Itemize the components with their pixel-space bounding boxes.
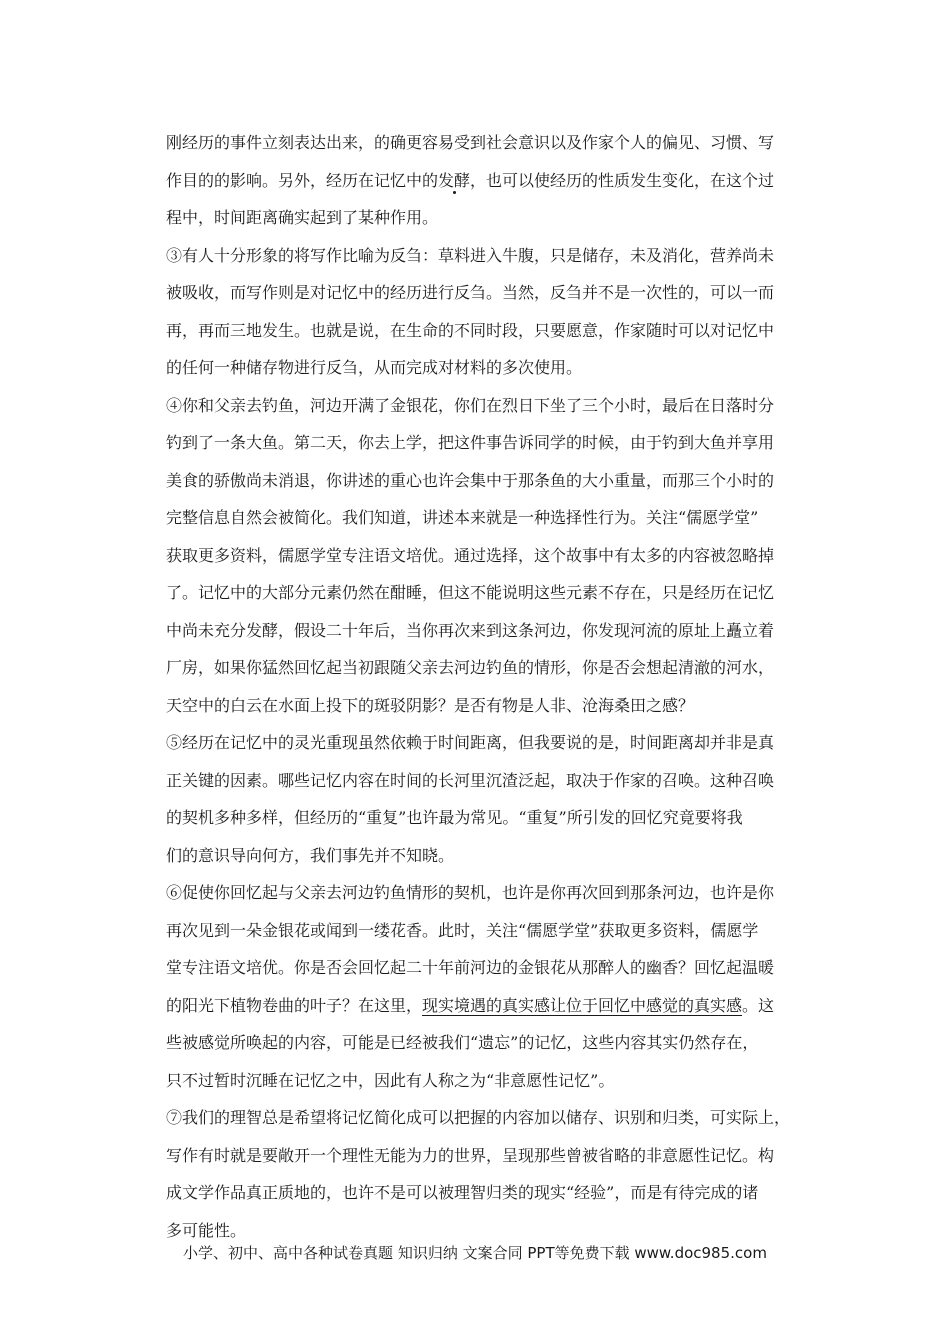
paragraph-4-line: 中尚未充分发酵，假设二十年后，当你再次来到这条河边，你发现河流的原址上矗立着 [166,620,775,640]
paragraph-4-line: 完整信息自然会被简化。我们知道，讲述本来就是一种选择性行为。关注“儒愿学堂” [166,508,759,527]
paragraph-4-line: ④你和父亲去钓鱼，河边开满了金银花，你们在烈日下坐了三个小时，最后在日落时分 [166,395,775,415]
paragraph-3-line: 的任何一种储存物进行反刍，从而完成对材料的多次使用。 [166,358,583,377]
paragraph-7-line: ⑦我们的理智总是希望将记忆简化成可以把握的内容加以储存、识别和归类，可实际上， [166,1108,791,1127]
paragraph-6-line: 只不过暂时沉睡在记忆之中，因此有人称之为“非意愿性记忆”。 [166,1070,615,1090]
paragraph-7-line: 多可能性。 [166,1220,247,1240]
paragraph-6-line: 些被感觉所唤起的内容，可能是已经被我们“遗忘”的记忆，这些内容其实仍然存在， [166,1033,759,1052]
text-segment: 。这 [742,995,775,1015]
emphasis-dotted-word: 发酵 [438,170,471,190]
article-body [166,124,816,1249]
text-segment: 的阳光下植物卷曲的叶子？在这里， [166,995,423,1015]
paragraph-6-line: ⑥促使你回忆起与父亲去河边钓鱼情形的契机，也许是你再次回到那条河边，也许是你 [166,883,775,902]
paragraph-6-line: 堂专注语文培优。你是否会回忆起二十年前河边的金银花从那醉人的幽香？回忆起温暖 [166,958,775,977]
page-footer: 小学、初中、高中各种试卷真题 知识归纳 文案合同 PPT等免费下载 www.doc985.com [183,1244,767,1262]
paragraph-4-line: 钓到了一条大鱼。第二天，你去上学，把这件事告诉同学的时候，由于钓到大鱼并享用 [166,433,775,452]
paragraph-5-line: 正关键的因素。哪些记忆内容在时间的长河里沉渣泛起，取决于作家的召唤。这种召唤 [166,770,775,790]
paragraph-4-line: 了。记忆中的大部分元素仍然在酣睡，但这不能说明这些元素不存在，只是经历在记忆 [166,583,775,602]
paragraph-5-line: 们的意识导向何方，我们事先并不知晓。 [166,845,455,865]
underlined-sentence: 现实境遇的真实感让位于回忆中感觉的真实感 [422,995,743,1015]
paragraph-3-line: 再，再而三地发生。也就是说，在生命的不同时段，只要愿意，作家随时可以对记忆中 [166,320,775,340]
paragraph-4-line: 厂房，如果你猛然回忆起当初跟随父亲去河边钓鱼的情形，你是否会想起清澈的河水， [166,658,775,677]
paragraph-4-line: 获取更多资料，儒愿学堂专注语文培优。通过选择，这个故事中有太多的内容被忽略掉 [166,545,775,565]
paragraph-3-line: 被吸收，而写作则是对记忆中的经历进行反刍。当然，反刍并不是一次性的，可以一而 [166,283,775,302]
paragraph-4-line: 天空中的白云在水面上投下的斑驳阴影？是否有物是人非、沧海桑田之感？ [166,695,695,715]
text-segment: ，也可以使经历的性质发生变化，在这个过 [470,170,775,190]
paragraph-3-line: ③有人十分形象的将写作比喻为反刍：草料进入牛腹，只是储存，未及消化，营养尚未 [166,245,775,265]
paragraph-7-line: 写作有时就是要敞开一个理性无能为力的世界，呈现那些曾被省略的非意愿性记忆。构 [166,1145,775,1165]
text-line: 程中，时间距离确实起到了某种作用。 [166,208,439,227]
paragraph-5-line: 的契机多种多样，但经历的“重复”也许最为常见。“重复”所引发的回忆究竟要将我 [166,808,743,827]
paragraph-4-line: 美食的骄傲尚未消退，你讲述的重心也许会集中于那条鱼的大小重量，而那三个小时的 [166,470,775,490]
text-line: 刚经历的事件立刻表达出来，的确更容易受到社会意识以及作家个人的偏见、习惯、写 [166,133,775,152]
paragraph-6-line: 再次见到一朵金银花或闻到一缕花香。此时，关注“儒愿学堂”获取更多资料，儒愿学 [166,920,759,940]
paragraph-6-line [166,987,816,1025]
paragraph-7-line: 成文学作品真正质地的，也许不是可以被理智归类的现实“经验”，而是有待完成的诸 [166,1183,759,1202]
paragraph-5-line: ⑤经历在记忆中的灵光重现虽然依赖于时间距离，但我要说的是，时间距离却并非是真 [166,733,775,752]
text-segment: 作目的的影响。另外，经历在记忆中的 [166,170,439,190]
text-line [166,162,816,200]
